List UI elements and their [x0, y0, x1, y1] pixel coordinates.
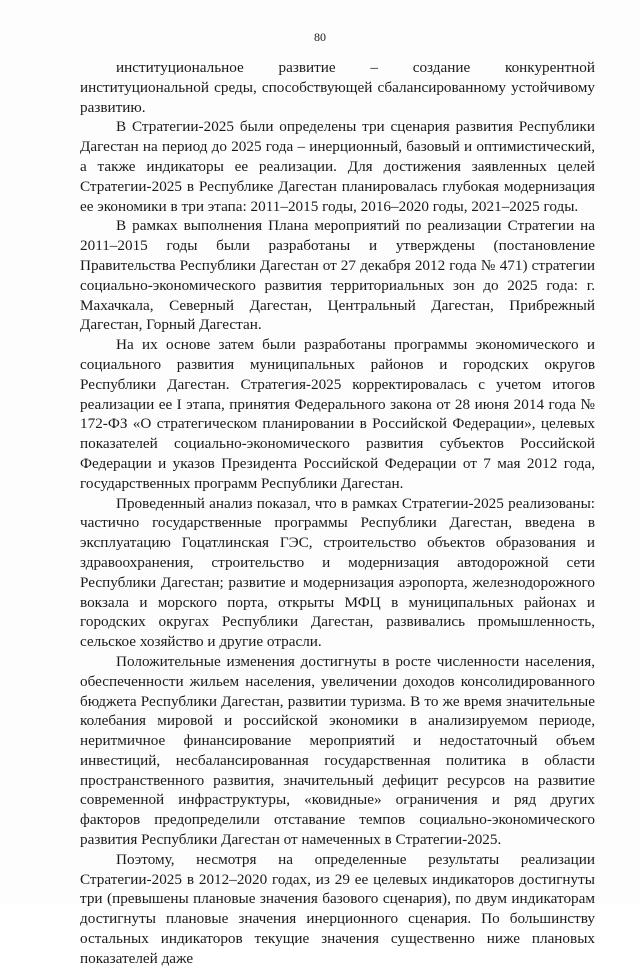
- document-body: [80, 58, 595, 969]
- paragraph-4: На их основе затем были разработаны программы экономического и социального развития муниципальных районов и городских округов Республики Дагестан. Стратегия-2025 корректировалась с учетом итогов реализации ее I этапа, принятия Федерального закона от 28 июня 2014 года № 172-ФЗ «О стратегическом планировании в Российской Федерации», целевых показателей социально-экономического развития субъектов Российской Федерации и указов Президента Российской Федерации от 7 мая 2012 года, государственных программ Республики Дагестан.: [80, 336, 595, 492]
- paragraph-1: институциональное развитие – создание конкурентной институциональной среды, способствующей сбалансированному устойчивому развитию.: [80, 59, 595, 116]
- paragraph-6: Положительные изменения достигнуты в росте численности населения, обеспеченности жильем населения, увеличении доходов консолидированного бюджета Республики Дагестан, развитии туризма. В то же время значительные колебания мировой и российской экономики в анализируемом периоде, неритмичное финансирование мероприятий и недостаточный объем инвестиций, несбалансированная государственная политика в области пространственного развития, значительный дефицит ресурсов на развитие современной инфраструктуры, «ковидные» ограничения и ряд других факторов предопределили отставание темпов социально-экономического развития Республики Дагестан от намеченных в Стратегии-2025.: [80, 652, 595, 849]
- page-number: 80: [314, 30, 326, 44]
- paragraph-7: Поэтому, несмотря на определенные результаты реализации Стратегии-2025 в 2012–2020 годах, из 29 ее целевых индикаторов достигнуты три (превышены плановые значения базового сценария), по двум индикаторам достигнуты плановые значения инерционного сценария. По большинству остальных индикаторов текущие значения существенно ниже плановых показателей даже: [80, 850, 595, 967]
- paragraph-2: В Стратегии-2025 были определены три сценария развития Республики Дагестан на период до 2025 года – инерционный, базовый и оптимистический, а также индикаторы ее реализации. Для достижения заявленных целей Стратегии-2025 в Республике Дагестан планировалась глубокая модернизация ее экономики в три этапа: 2011–2015 годы, 2016–2020 годы, 2021–2025 годы.: [80, 118, 595, 215]
- paragraph-3: В рамках выполнения Плана мероприятий по реализации Стратегии на 2011–2015 годы были разработаны и утверждены (постановление Правительства Республики Дагестан от 27 декабря 2012 года № 471) стратегии социально-экономического развития территориальных зон до 2025 года: г. Махачкала, Северный Дагестан, Центральный Дагестан, Прибрежный Дагестан, Горный Дагестан.: [80, 217, 595, 334]
- paragraph-5: Проведенный анализ показал, что в рамках Стратегии-2025 реализованы: частично государственные программы Республики Дагестан, введена в эксплуатацию Гоцатлинская ГЭС, строительство объектов образования и здравоохранения, строительство и модернизация автодорожной сети Республики Дагестан; развитие и модернизация аэропорта, железнодорожного вокзала и морского порта, открыты МФЦ в муниципальных районах и городских округах Республики Дагестан, развивались промышленность, сельское хозяйство и другие отрасли.: [80, 494, 595, 651]
